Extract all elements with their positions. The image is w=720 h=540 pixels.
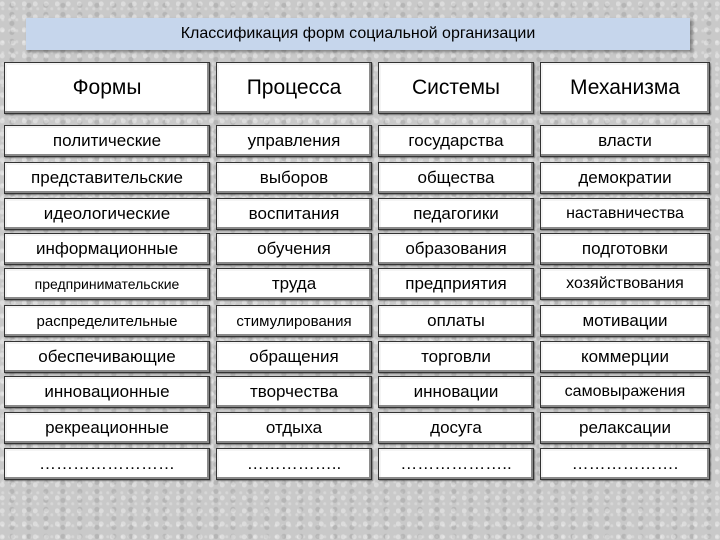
cell-system-row-8: инновации	[378, 376, 534, 408]
cell-system-row-2: общества	[378, 162, 534, 194]
cell-mechanism-row-9: релаксации	[540, 412, 710, 444]
cell-mechanism-row-6: мотивации	[540, 305, 710, 337]
cell-mechanism-row-1: власти	[540, 125, 710, 157]
cell-forms-row-8: инновационные	[4, 376, 210, 408]
cell-process-row-3: воспитания	[216, 198, 372, 230]
cell-mechanism-row-8: самовыражения	[540, 376, 710, 408]
cell-forms-row-9: рекреационные	[4, 412, 210, 444]
cell-forms-row-3: идеологические	[4, 198, 210, 230]
cell-process-row-10: ……………..	[216, 448, 372, 480]
cell-mechanism-row-7: коммерции	[540, 341, 710, 373]
cell-system-row-1: государства	[378, 125, 534, 157]
cell-mechanism-row-10: ……………….	[540, 448, 710, 480]
cell-process-row-1: управления	[216, 125, 372, 157]
cell-system-row-4: образования	[378, 233, 534, 265]
header-mechanism: Механизма	[540, 62, 710, 114]
cell-forms-row-1: политические	[4, 125, 210, 157]
header-process: Процесса	[216, 62, 372, 114]
cell-mechanism-row-3: наставничества	[540, 198, 710, 230]
cell-system-row-5: предприятия	[378, 268, 534, 300]
cell-process-row-9: отдыха	[216, 412, 372, 444]
cell-mechanism-row-5: хозяйствования	[540, 268, 710, 300]
cell-system-row-9: досуга	[378, 412, 534, 444]
header-system: Системы	[378, 62, 534, 114]
cell-process-row-8: творчества	[216, 376, 372, 408]
cell-system-row-3: педагогики	[378, 198, 534, 230]
cell-process-row-4: обучения	[216, 233, 372, 265]
cell-forms-row-5: предпринимательские	[4, 268, 210, 300]
cell-system-row-7: торговли	[378, 341, 534, 373]
cell-forms-row-6: распределительные	[4, 305, 210, 337]
cell-mechanism-row-4: подготовки	[540, 233, 710, 265]
header-forms: Формы	[4, 62, 210, 114]
cell-forms-row-2: представительские	[4, 162, 210, 194]
cell-system-row-10: ………………..	[378, 448, 534, 480]
cell-process-row-5: труда	[216, 268, 372, 300]
page-title: Классификация форм социальной организации	[26, 18, 690, 50]
cell-system-row-6: оплаты	[378, 305, 534, 337]
cell-process-row-7: обращения	[216, 341, 372, 373]
cell-mechanism-row-2: демократии	[540, 162, 710, 194]
cell-process-row-2: выборов	[216, 162, 372, 194]
cell-forms-row-4: информационные	[4, 233, 210, 265]
cell-process-row-6: стимулирования	[216, 305, 372, 337]
cell-forms-row-10: ……………………	[4, 448, 210, 480]
cell-forms-row-7: обеспечивающие	[4, 341, 210, 373]
